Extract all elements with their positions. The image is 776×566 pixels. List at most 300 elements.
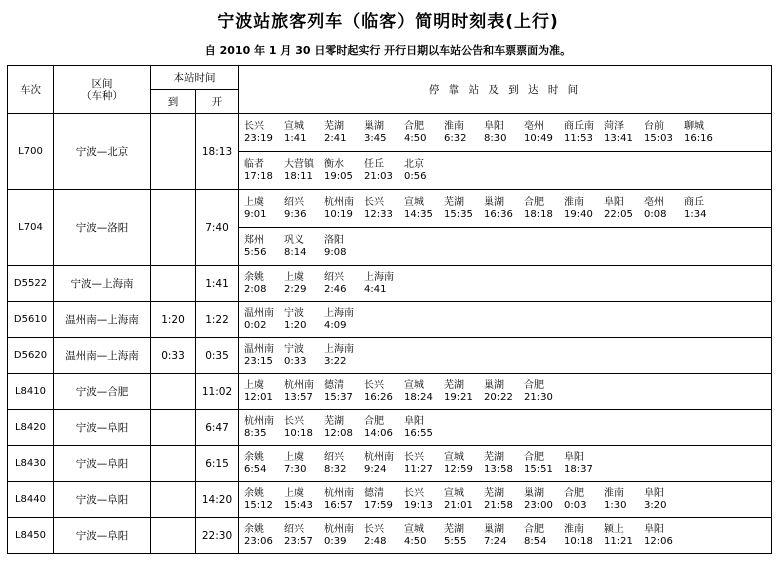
header-route-sub: （车种） [81, 89, 123, 102]
stop-entry [284, 308, 324, 332]
stop-entry [484, 121, 524, 145]
stop-entry [684, 197, 724, 221]
stops-cell [239, 482, 772, 518]
stop-station: 芜湖 [484, 451, 504, 463]
stop-entry [404, 197, 444, 221]
stop-time: 8:14 [284, 246, 307, 258]
stop-entry [404, 159, 444, 183]
stop-entry [284, 272, 324, 296]
stop-station: 阜阳 [644, 487, 664, 499]
stop-station: 任丘 [364, 158, 384, 170]
header-route [54, 66, 151, 114]
header-route-label: 区间 [91, 77, 113, 90]
depart-time-cell: 6:47 [196, 410, 239, 446]
stop-station: 阜阳 [604, 196, 624, 208]
stops-line [244, 235, 771, 259]
stop-time: 4:50 [404, 132, 427, 144]
stop-entry [564, 121, 604, 145]
stop-entry [324, 308, 364, 332]
stop-time: 0:33 [284, 355, 307, 367]
stop-time: 18:37 [564, 463, 593, 475]
depart-time-cell: 7:40 [196, 190, 239, 266]
arrive-time-cell: 0:33 [151, 338, 196, 374]
stop-entry [364, 159, 404, 183]
stop-entry [244, 488, 284, 512]
stop-entry [364, 121, 404, 145]
stop-time: 7:30 [284, 463, 307, 475]
stop-station: 菏泽 [604, 120, 624, 132]
stop-station: 亳州 [524, 120, 544, 132]
stop-station: 宣城 [444, 451, 464, 463]
stop-station: 商丘南 [564, 120, 594, 132]
header-train-no: 车次 [8, 66, 54, 114]
arrive-time-cell [151, 266, 196, 302]
depart-time-cell: 18:13 [196, 114, 239, 190]
stop-time: 13:41 [604, 132, 633, 144]
stop-entry [244, 272, 284, 296]
stop-station: 淮南 [564, 196, 584, 208]
arrive-time-cell [151, 446, 196, 482]
stop-station: 温州南 [244, 307, 274, 319]
stop-station: 芜湖 [324, 120, 344, 132]
stop-station: 合肥 [404, 120, 424, 132]
stop-time: 1:41 [284, 132, 307, 144]
header-arrive: 到 [151, 90, 196, 114]
stop-station: 临者 [244, 158, 264, 170]
stop-station: 长兴 [364, 196, 384, 208]
stop-time: 10:18 [284, 427, 313, 439]
train-no-cell: L704 [8, 190, 54, 266]
stop-entry [364, 380, 404, 404]
stop-time: 20:22 [484, 391, 513, 403]
arrive-time-cell: 1:20 [151, 302, 196, 338]
route-cell: 温州南—上海南 [54, 338, 151, 374]
stop-entry [244, 159, 284, 183]
stop-station: 杭州南 [324, 196, 354, 208]
stop-time: 19:05 [324, 170, 353, 182]
stop-entry [324, 380, 364, 404]
stop-station: 巢湖 [524, 487, 544, 499]
stop-time: 9:24 [364, 463, 387, 475]
stop-time: 17:18 [244, 170, 273, 182]
stop-time: 15:43 [284, 499, 313, 511]
stop-entry [484, 488, 524, 512]
route-cell: 宁波—上海南 [54, 266, 151, 302]
train-no-cell: L8430 [8, 446, 54, 482]
stop-time: 8:35 [244, 427, 267, 439]
route-cell: 宁波—阜阳 [54, 410, 151, 446]
stops-line [244, 272, 771, 296]
stop-time: 14:06 [364, 427, 393, 439]
stop-entry [284, 121, 324, 145]
stop-station: 上虞 [244, 379, 264, 391]
train-no-cell: L8440 [8, 482, 54, 518]
stop-station: 阜阳 [644, 523, 664, 535]
stop-time: 22:05 [604, 208, 633, 220]
stop-station: 宣城 [284, 120, 304, 132]
stop-station: 合肥 [524, 451, 544, 463]
stop-entry [404, 524, 444, 548]
train-no-cell: D5620 [8, 338, 54, 374]
stop-entry [484, 452, 524, 476]
stop-station: 颍上 [604, 523, 624, 535]
stop-station: 长兴 [244, 120, 264, 132]
stop-station: 大营镇 [284, 158, 314, 170]
stop-station: 合肥 [364, 415, 384, 427]
stop-entry [444, 197, 484, 221]
stop-station: 宣城 [444, 487, 464, 499]
stops-cell [239, 228, 772, 266]
stop-time: 8:30 [484, 132, 507, 144]
arrive-time-cell [151, 410, 196, 446]
stop-entry [284, 488, 324, 512]
stop-entry [684, 121, 724, 145]
stop-entry [364, 524, 404, 548]
route-cell: 宁波—阜阳 [54, 518, 151, 554]
table-row [8, 518, 772, 554]
stop-time: 19:13 [404, 499, 433, 511]
stop-entry [404, 121, 444, 145]
stop-entry [324, 344, 364, 368]
stop-time: 3:22 [324, 355, 347, 367]
stop-entry [364, 272, 404, 296]
depart-time-cell: 11:02 [196, 374, 239, 410]
header-stops: 停 靠 站 及 到 达 时 间 [239, 66, 772, 114]
stop-time: 2:08 [244, 283, 267, 295]
stops-line [244, 452, 771, 476]
train-no-cell: L8450 [8, 518, 54, 554]
stop-entry [604, 197, 644, 221]
stop-time: 15:37 [324, 391, 353, 403]
stops-cell [239, 374, 772, 410]
depart-time-cell: 1:41 [196, 266, 239, 302]
stop-entry [324, 524, 364, 548]
stop-station: 上虞 [284, 451, 304, 463]
stop-time: 21:01 [444, 499, 473, 511]
stop-time: 16:16 [684, 132, 713, 144]
train-no-cell: L700 [8, 114, 54, 190]
stop-station: 上海南 [324, 343, 354, 355]
stop-entry [324, 235, 364, 259]
depart-time-cell: 22:30 [196, 518, 239, 554]
stop-time: 6:32 [444, 132, 467, 144]
stop-station: 宣城 [404, 379, 424, 391]
stop-station: 德清 [364, 487, 384, 499]
stop-time: 2:46 [324, 283, 347, 295]
stop-entry [604, 488, 644, 512]
stop-station: 宁波 [284, 307, 304, 319]
stop-station: 宣城 [404, 523, 424, 535]
stop-time: 23:15 [244, 355, 273, 367]
stop-station: 上虞 [244, 196, 264, 208]
stop-station: 阜阳 [484, 120, 504, 132]
stop-entry [524, 197, 564, 221]
stop-entry [324, 488, 364, 512]
header-station-time: 本站时间 [151, 66, 239, 90]
stop-station: 上海南 [324, 307, 354, 319]
stops-cell [239, 190, 772, 228]
stop-station: 余姚 [244, 271, 264, 283]
stop-entry [284, 159, 324, 183]
stop-station: 芜湖 [444, 523, 464, 535]
stop-time: 23:00 [524, 499, 553, 511]
route-cell: 宁波—合肥 [54, 374, 151, 410]
stops-cell [239, 410, 772, 446]
arrive-time-cell [151, 114, 196, 190]
stop-entry [444, 452, 484, 476]
stop-time: 21:30 [524, 391, 553, 403]
stop-entry [324, 121, 364, 145]
stop-station: 衡水 [324, 158, 344, 170]
stop-time: 12:59 [444, 463, 473, 475]
stop-entry [364, 452, 404, 476]
stop-time: 16:36 [484, 208, 513, 220]
stop-entry [364, 488, 404, 512]
stop-time: 11:21 [604, 535, 633, 547]
stops-line [244, 197, 771, 221]
stop-station: 上虞 [284, 487, 304, 499]
stop-time: 18:24 [404, 391, 433, 403]
stop-time: 5:56 [244, 246, 267, 258]
train-no-cell: L8410 [8, 374, 54, 410]
stops-cell [239, 114, 772, 152]
stop-station: 巢湖 [484, 196, 504, 208]
stop-time: 19:21 [444, 391, 473, 403]
stop-entry [284, 524, 324, 548]
stop-time: 0:02 [244, 319, 267, 331]
stop-station: 亳州 [644, 196, 664, 208]
stop-time: 13:57 [284, 391, 313, 403]
stop-time: 4:41 [364, 283, 387, 295]
stop-entry [404, 488, 444, 512]
stops-cell [239, 338, 772, 374]
depart-time-cell: 6:15 [196, 446, 239, 482]
stop-time: 21:58 [484, 499, 513, 511]
stop-entry [484, 380, 524, 404]
stop-entry [284, 380, 324, 404]
stop-entry [444, 524, 484, 548]
train-no-cell: D5610 [8, 302, 54, 338]
stop-time: 10:18 [564, 535, 593, 547]
stop-entry [244, 121, 284, 145]
stop-entry [284, 416, 324, 440]
stop-time: 9:08 [324, 246, 347, 258]
stops-cell [239, 152, 772, 190]
stop-time: 0:56 [404, 170, 427, 182]
stop-time: 0:03 [564, 499, 587, 511]
stop-station: 台前 [644, 120, 664, 132]
train-no-cell: L8420 [8, 410, 54, 446]
stop-time: 9:36 [284, 208, 307, 220]
stop-entry [564, 488, 604, 512]
stop-station: 巢湖 [484, 523, 504, 535]
stop-entry [244, 452, 284, 476]
stop-station: 温州南 [244, 343, 274, 355]
arrive-time-cell [151, 518, 196, 554]
stop-entry [604, 524, 644, 548]
table-row [8, 374, 772, 410]
stop-time: 1:20 [284, 319, 307, 331]
stops-line [244, 159, 771, 183]
stop-station: 北京 [404, 158, 424, 170]
stop-time: 2:48 [364, 535, 387, 547]
stops-line [244, 380, 771, 404]
stops-line [244, 344, 771, 368]
stop-time: 17:59 [364, 499, 393, 511]
stop-entry [644, 488, 684, 512]
stop-time: 19:40 [564, 208, 593, 220]
stop-station: 绍兴 [284, 196, 304, 208]
stop-time: 10:19 [324, 208, 353, 220]
stop-entry [244, 235, 284, 259]
stop-time: 1:30 [604, 499, 627, 511]
depart-time-cell: 14:20 [196, 482, 239, 518]
stop-station: 淮南 [444, 120, 464, 132]
stop-station: 宣城 [404, 196, 424, 208]
stop-time: 16:57 [324, 499, 353, 511]
stop-time: 21:03 [364, 170, 393, 182]
stop-entry [524, 452, 564, 476]
stop-time: 8:54 [524, 535, 547, 547]
stop-time: 12:01 [244, 391, 273, 403]
stop-station: 绍兴 [284, 523, 304, 535]
stop-entry [324, 416, 364, 440]
stop-entry [524, 488, 564, 512]
route-cell: 温州南—上海南 [54, 302, 151, 338]
stop-entry [244, 524, 284, 548]
timetable [7, 65, 772, 554]
stop-entry [244, 344, 284, 368]
stop-time: 7:24 [484, 535, 507, 547]
stop-station: 芜湖 [324, 415, 344, 427]
stop-station: 杭州南 [324, 487, 354, 499]
stop-station: 长兴 [284, 415, 304, 427]
stop-time: 23:19 [244, 132, 273, 144]
stop-time: 8:32 [324, 463, 347, 475]
stop-entry [524, 524, 564, 548]
stop-station: 郑州 [244, 234, 264, 246]
stop-entry [444, 121, 484, 145]
stop-entry [404, 416, 444, 440]
stop-time: 0:39 [324, 535, 347, 547]
stop-entry [364, 197, 404, 221]
stops-cell [239, 518, 772, 554]
stop-station: 上虞 [284, 271, 304, 283]
stop-station: 余姚 [244, 523, 264, 535]
stop-station: 上海南 [364, 271, 394, 283]
stop-entry [564, 197, 604, 221]
stop-time: 16:55 [404, 427, 433, 439]
stop-station: 杭州南 [284, 379, 314, 391]
table-row [8, 482, 772, 518]
table-row [8, 446, 772, 482]
stops-line [244, 308, 771, 332]
stops-cell [239, 446, 772, 482]
stops-line [244, 416, 771, 440]
stop-station: 巩义 [284, 234, 304, 246]
stop-station: 合肥 [524, 379, 544, 391]
stop-entry [644, 121, 684, 145]
stop-station: 余姚 [244, 451, 264, 463]
stop-time: 4:50 [404, 535, 427, 547]
stop-entry [564, 524, 604, 548]
stop-entry [404, 380, 444, 404]
stop-station: 淮南 [604, 487, 624, 499]
stop-entry [244, 380, 284, 404]
table-row [8, 302, 772, 338]
stop-entry [404, 452, 444, 476]
stop-time: 12:08 [324, 427, 353, 439]
stop-time: 12:06 [644, 535, 673, 547]
stop-time: 2:41 [324, 132, 347, 144]
arrive-time-cell [151, 374, 196, 410]
stop-time: 12:33 [364, 208, 393, 220]
stops-line [244, 524, 771, 548]
stop-entry [244, 416, 284, 440]
stop-station: 绍兴 [324, 451, 344, 463]
route-cell: 宁波—北京 [54, 114, 151, 190]
stop-entry [524, 121, 564, 145]
stop-time: 11:27 [404, 463, 433, 475]
stop-time: 3:45 [364, 132, 387, 144]
table-row [8, 410, 772, 446]
stop-entry [324, 197, 364, 221]
stop-entry [244, 197, 284, 221]
stop-station: 长兴 [364, 523, 384, 535]
stop-station: 长兴 [404, 487, 424, 499]
stop-station: 杭州南 [364, 451, 394, 463]
stop-station: 杭州南 [324, 523, 354, 535]
stop-station: 阜阳 [404, 415, 424, 427]
stop-station: 商丘 [684, 196, 704, 208]
stops-cell [239, 302, 772, 338]
stop-entry [644, 197, 684, 221]
stop-entry [524, 380, 564, 404]
stop-time: 23:06 [244, 535, 273, 547]
page-subtitle: 自 2010 年 1 月 30 日零时起实行 开行日期以车站公告和车票票面为准。 [204, 44, 572, 57]
stop-time: 18:18 [524, 208, 553, 220]
stop-entry [324, 452, 364, 476]
stop-station: 淮南 [564, 523, 584, 535]
stop-time: 18:11 [284, 170, 313, 182]
table-row [8, 338, 772, 374]
stop-station: 巢湖 [364, 120, 384, 132]
stop-entry [644, 524, 684, 548]
stop-time: 10:49 [524, 132, 553, 144]
header-depart: 开 [196, 90, 239, 114]
train-no-cell: D5522 [8, 266, 54, 302]
depart-time-cell: 0:35 [196, 338, 239, 374]
stop-station: 余姚 [244, 487, 264, 499]
stop-station: 杭州南 [244, 415, 274, 427]
stop-entry [324, 272, 364, 296]
stop-time: 23:57 [284, 535, 313, 547]
route-cell: 宁波—洛阳 [54, 190, 151, 266]
route-cell: 宁波—阜阳 [54, 446, 151, 482]
stop-time: 13:58 [484, 463, 513, 475]
stop-time: 3:20 [644, 499, 667, 511]
table-row [8, 266, 772, 302]
stop-entry [364, 416, 404, 440]
timetable-body [8, 114, 772, 554]
stop-station: 绍兴 [324, 271, 344, 283]
stop-station: 巢湖 [484, 379, 504, 391]
stop-entry [484, 524, 524, 548]
stop-time: 9:01 [244, 208, 267, 220]
stop-entry [284, 344, 324, 368]
stop-station: 合肥 [564, 487, 584, 499]
page-title: 宁波站旅客列车（临客）简明时刻表(上行) [217, 12, 559, 32]
